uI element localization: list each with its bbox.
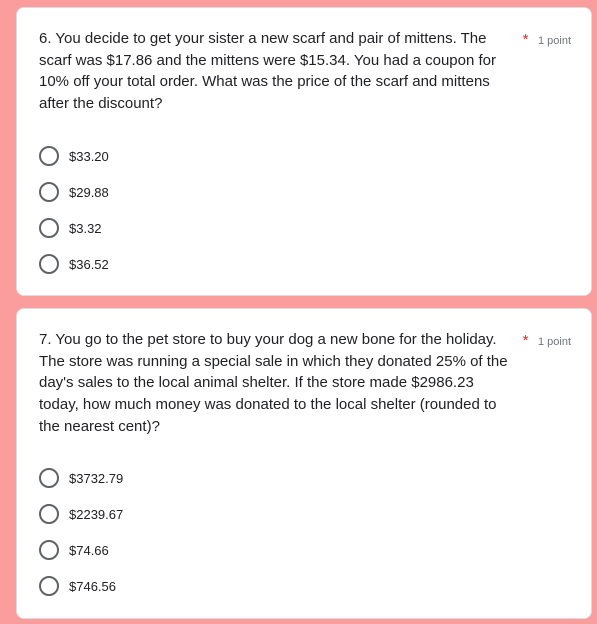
option-3[interactable]	[39, 210, 339, 246]
radio-button[interactable]	[39, 540, 59, 560]
points-label: 1 point	[537, 35, 571, 47]
option-label: $33.20	[69, 148, 109, 164]
option-label: $36.52	[69, 256, 109, 272]
option-1[interactable]	[39, 460, 339, 496]
option-label: $3.32	[69, 220, 102, 236]
question-text: 7. You go to the pet store to buy your dog a new bone for the holiday. The store was running a special sale in which they donated 25% of the day's sales to the local animal shelter. If the store made $2986.23 today, how much money was donated to the local shelter (rounded to the nearest cent)?	[39, 331, 508, 435]
option-2[interactable]	[39, 174, 339, 210]
question-card-7	[16, 308, 592, 619]
points-info	[523, 329, 571, 438]
points-label: 1 point	[537, 336, 571, 348]
option-4[interactable]	[39, 246, 339, 282]
question-text: 6. You decide to get your sister a new scarf and pair of mittens. The scarf was $17.86 and the mittens were $15.34. You had a coupon for 10% off your total order. What was the price of the scarf and mittens after the discount?	[39, 30, 496, 113]
question-header	[39, 329, 571, 438]
option-1[interactable]	[39, 138, 339, 174]
radio-button[interactable]	[39, 254, 59, 274]
radio-button[interactable]	[39, 218, 59, 238]
option-4[interactable]	[39, 568, 339, 604]
points-info	[523, 28, 571, 115]
option-3[interactable]	[39, 532, 339, 568]
required-asterisk: *	[522, 31, 529, 48]
radio-button[interactable]	[39, 182, 59, 202]
required-asterisk: *	[522, 332, 529, 349]
question-card-6	[16, 7, 592, 296]
option-label: $746.56	[69, 578, 116, 594]
radio-button[interactable]	[39, 576, 59, 596]
answer-options	[39, 138, 339, 282]
option-label: $74.66	[69, 542, 109, 558]
radio-button[interactable]	[39, 468, 59, 488]
answer-options	[39, 460, 339, 604]
radio-button[interactable]	[39, 504, 59, 524]
option-2[interactable]	[39, 496, 339, 532]
option-label: $29.88	[69, 184, 109, 200]
question-header	[39, 28, 571, 115]
option-label: $2239.67	[69, 506, 124, 522]
option-label: $3732.79	[69, 470, 124, 486]
radio-button[interactable]	[39, 146, 59, 166]
